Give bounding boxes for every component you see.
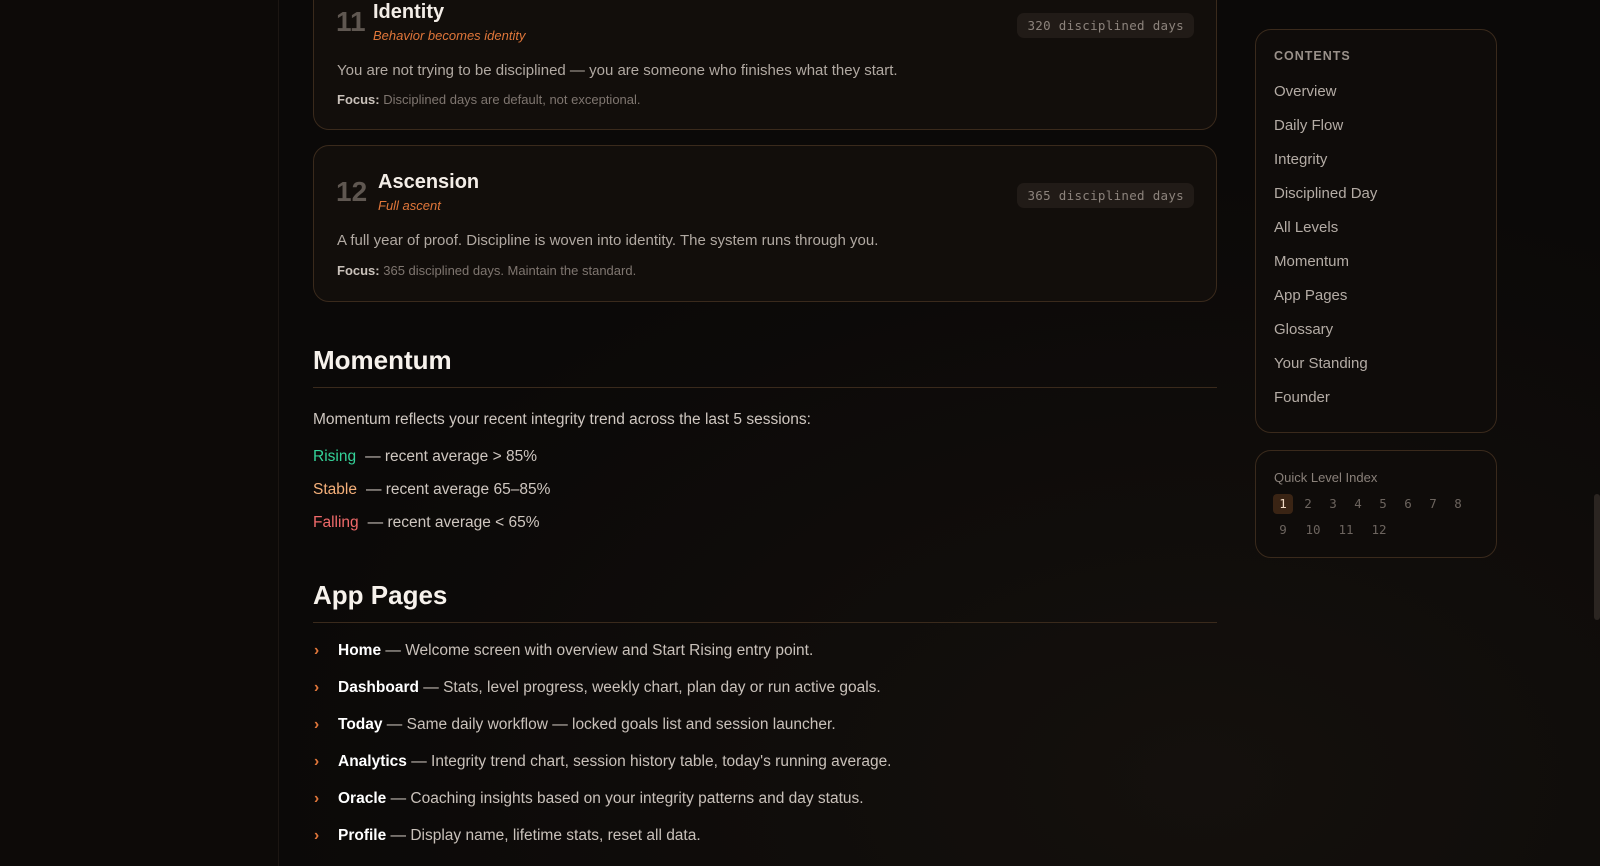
app-page-analytics: [313, 753, 892, 771]
toc-link-overview[interactable]: Overview: [1274, 83, 1337, 100]
focus-label: Focus:: [337, 263, 380, 278]
toc-link-app-pages[interactable]: App Pages: [1274, 287, 1348, 304]
level-card-11: [313, 0, 1217, 130]
toc-link-momentum[interactable]: Momentum: [1274, 253, 1350, 270]
app-page-name: Dashboard: [338, 679, 419, 696]
level-subtitle: Full ascent: [378, 198, 441, 213]
quick-level-index-heading: Quick Level Index: [1274, 470, 1378, 485]
level-index-link-6[interactable]: 6: [1404, 496, 1412, 511]
disciplined-days-badge: 365 disciplined days: [1017, 183, 1194, 208]
level-card-12: [313, 145, 1217, 302]
momentum-falling-text: — recent average < 65%: [367, 514, 540, 531]
chevron-right-icon: ›: [314, 679, 320, 696]
level-title: Identity: [373, 1, 445, 23]
momentum-intro: Momentum reflects your recent integrity trend across the last 5 sessions:: [313, 411, 811, 428]
momentum-stable-text: — recent average 65–85%: [365, 481, 551, 498]
left-sidebar: [0, 0, 279, 866]
level-index-link-3[interactable]: 3: [1329, 496, 1337, 511]
level-index-link-4[interactable]: 4: [1354, 496, 1362, 511]
toc-link-disciplined-day[interactable]: Disciplined Day: [1274, 185, 1378, 202]
disciplined-days-badge: 320 disciplined days: [1017, 13, 1194, 38]
app-page-today: [313, 716, 836, 734]
quick-level-index: [1255, 450, 1497, 558]
level-index-link-5[interactable]: 5: [1379, 496, 1387, 511]
level-index-link-1[interactable]: 1: [1273, 494, 1293, 514]
toc-link-glossary[interactable]: Glossary: [1274, 321, 1334, 338]
momentum-falling-label: Falling: [313, 514, 359, 531]
toc-link-founder[interactable]: Founder: [1274, 389, 1330, 406]
focus-label: Focus:: [337, 92, 380, 107]
level-focus: [337, 263, 636, 278]
level-index-link-7[interactable]: 7: [1429, 496, 1437, 511]
momentum-rising-text: — recent average > 85%: [365, 448, 537, 465]
level-index-link-8[interactable]: 8: [1454, 496, 1462, 511]
focus-text: 365 disciplined days. Maintain the standard.: [383, 263, 637, 278]
app-page-desc: — Welcome screen with overview and Start Rising entry point.: [381, 642, 814, 659]
chevron-right-icon: ›: [314, 716, 320, 733]
app-page-name: Home: [338, 642, 382, 659]
app-page-name: Analytics: [338, 753, 407, 770]
toc-link-integrity[interactable]: Integrity: [1274, 151, 1328, 168]
focus-text: Disciplined days are default, not exceptional.: [383, 92, 641, 107]
app-page-home: [313, 642, 813, 660]
level-description: A full year of proof. Discipline is woven into identity. The system runs through you.: [337, 232, 879, 249]
level-title: Ascension: [378, 171, 480, 193]
toc-heading: CONTENTS: [1274, 49, 1351, 63]
level-number: 11: [336, 6, 366, 37]
momentum-rising-label: Rising: [313, 448, 357, 465]
level-description: You are not trying to be disciplined — you are someone who finishes what they start.: [337, 62, 898, 79]
level-index-link-2[interactable]: 2: [1304, 496, 1312, 511]
toc-link-daily-flow[interactable]: Daily Flow: [1274, 117, 1344, 134]
table-of-contents: [1255, 29, 1497, 433]
chevron-right-icon: ›: [314, 753, 320, 770]
momentum-falling-row: [313, 514, 540, 532]
chevron-right-icon: ›: [314, 642, 320, 659]
app-page-name: Oracle: [338, 790, 387, 807]
app-page-desc: — Integrity trend chart, session history table, today's running average.: [406, 753, 892, 770]
app-page-dashboard: [313, 679, 881, 697]
level-index-link-11[interactable]: 11: [1338, 522, 1354, 537]
app-page-oracle: [313, 790, 864, 808]
level-subtitle: Behavior becomes identity: [373, 28, 526, 43]
app-page-desc: — Coaching insights based on your integrity patterns and day status.: [386, 790, 864, 807]
chevron-right-icon: ›: [314, 790, 320, 807]
app-page-desc: — Stats, level progress, weekly chart, plan day or run active goals.: [418, 679, 881, 696]
toc-link-your-standing[interactable]: Your Standing: [1274, 355, 1368, 372]
level-index-link-12[interactable]: 12: [1371, 522, 1387, 537]
page-scrollbar[interactable]: [1594, 494, 1600, 620]
app-page-name: Today: [338, 716, 383, 733]
chevron-right-icon: ›: [314, 827, 320, 844]
app-pages-heading: App Pages: [313, 580, 1217, 623]
level-focus: [337, 92, 641, 107]
momentum-heading: Momentum: [313, 345, 1217, 388]
app-page-profile: [313, 827, 701, 845]
level-index-link-10[interactable]: 10: [1305, 522, 1321, 537]
level-number: 12: [336, 176, 368, 207]
momentum-rising-row: [313, 448, 537, 466]
momentum-stable-label: Stable: [313, 481, 357, 498]
app-page-name: Profile: [338, 827, 387, 844]
momentum-stable-row: [313, 481, 550, 499]
app-page-desc: — Same daily workflow — locked goals list and session launcher.: [382, 716, 836, 733]
level-index-link-9[interactable]: 9: [1279, 522, 1287, 537]
toc-link-all-levels[interactable]: All Levels: [1274, 219, 1339, 236]
app-page-desc: — Display name, lifetime stats, reset all data.: [386, 827, 701, 844]
